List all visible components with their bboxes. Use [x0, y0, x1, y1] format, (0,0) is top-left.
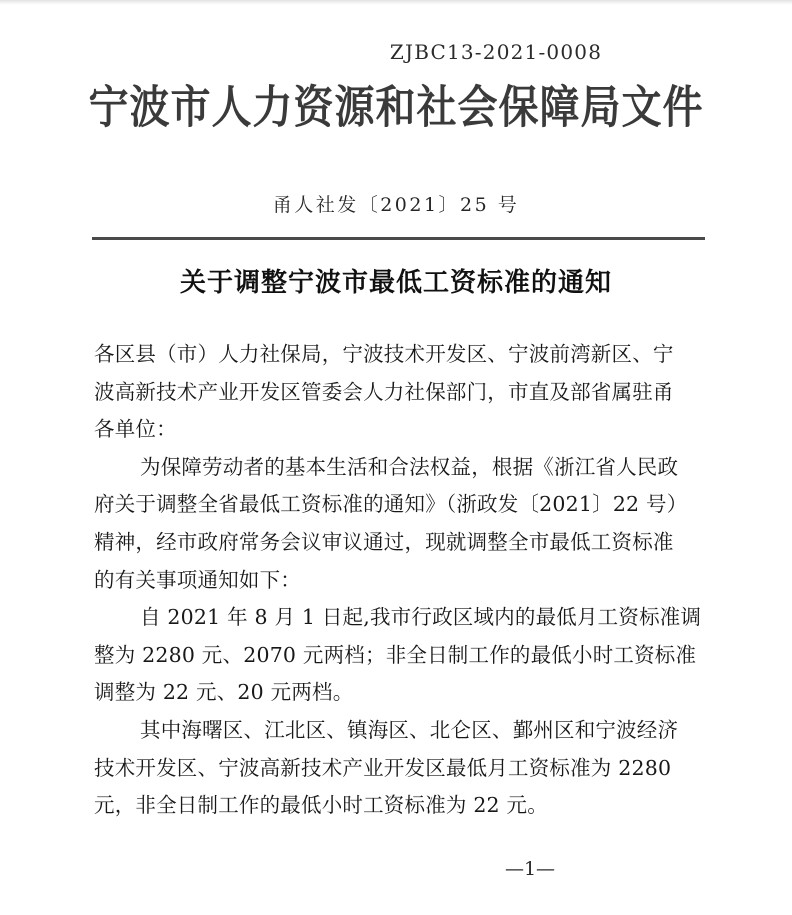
page-number: —1—	[504, 858, 556, 880]
header-separator-rule	[92, 237, 705, 240]
issue-number	[0, 190, 792, 217]
body-line: 调整为 22 元、20 元两档。	[94, 680, 354, 705]
issue-number-text: 甬人社发〔2021〕25 号	[272, 194, 520, 216]
page-title-text: 关于调整宁波市最低工资标准的通知	[179, 268, 612, 298]
body-line: 精神，经市政府常务会议审议通过，现就调整全市最低工资标准	[94, 529, 674, 554]
body-line: 波高新技术产业开发区管委会人力社保部门，市直及部省属驻甬	[94, 379, 674, 404]
body-line: 其中海曙区、江北区、镇海区、北仑区、鄞州区和宁波经济	[140, 717, 679, 742]
body-line: 的有关事项通知如下：	[94, 567, 301, 592]
body-line: 府关于调整全省最低工资标准的通知》（浙政发〔2021〕22 号）	[94, 492, 688, 517]
body-line: 技术开发区、宁波高新技术产业开发区最低月工资标准为 2280	[94, 755, 672, 780]
page-footer	[0, 858, 792, 880]
body-line: 整为 2280 元、2070 元两档；非全日制工作的最低小时工资标准	[94, 642, 697, 667]
document-body	[94, 336, 708, 825]
masthead-title-text: 宁波市人力资源和社会保障局文件	[88, 80, 704, 134]
document-serial-number-text: ZJBC13-2021-0008	[389, 40, 603, 64]
body-line: 元，非全日制工作的最低小时工资标准为 22 元。	[94, 793, 548, 818]
page-title	[0, 262, 792, 299]
masthead	[0, 80, 792, 134]
body-line: 各单位：	[94, 417, 177, 442]
body-line: 自 2021 年 8 月 1 日起,我市行政区域内的最低月工资标准调	[140, 605, 702, 630]
scan-edge-band	[0, 0, 792, 5]
body-line: 为保障劳动者的基本生活和合法权益，根据《浙江省人民政	[140, 454, 679, 479]
document-serial-number	[0, 40, 792, 64]
body-line: 各区县（市）人力社保局，宁波技术开发区、宁波前湾新区、宁	[94, 342, 674, 366]
